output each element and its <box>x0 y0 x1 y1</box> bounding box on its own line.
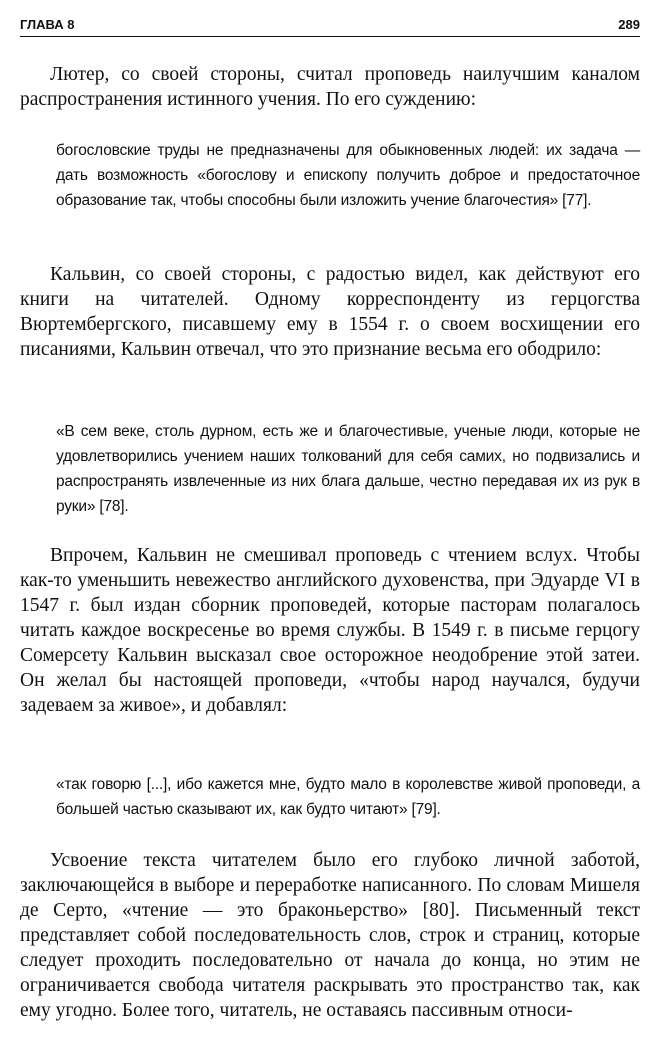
paragraph-de-certeau: Усвоение текста читателем было его глубоко личной заботой, заключающейся в выборе и переработке написанного. По словам Мишеля де Серто, «чтение — это браконьерство» [80]. Письменный текст представляет собой последовательность слов, строк и страниц, которые следует проходить последовательно от начала до конца, но этим не ограничивается свобода читателя раскрывать это пространство так, как ему угодно. Более того, читатель, не оставаясь пассивным относи- <box>20 850 640 1021</box>
page-number: 289 <box>618 17 640 32</box>
running-header <box>20 14 640 37</box>
paragraph-luther: Лютер, со своей стороны, считал проповедь наилучшим каналом распространения истинного учения. По его суждению: <box>20 64 640 110</box>
chapter-title: ГЛАВА 8 <box>20 17 75 32</box>
block-quote-luther: богословские труды не предназначены для обыкновенных людей: их задача — дать возможность «богослову и епископу получить доброе и предостаточное образование так, чтобы способны были изложить учение благочестия» [77]. <box>56 142 640 209</box>
block-quote-calvin-somerset: «так говорю [...], ибо кажется мне, будто мало в королевстве живой проповеди, а большей частью сказывают их, как будто читают» [79]. <box>56 776 640 818</box>
block-quote-calvin-letter: «В сем веке, столь дурном, есть же и благочестивые, ученые люди, которые не удовлетворились учением наших толкований для себя самих, но подвизались и распространять извлеченные из них блага дальше, честно передавая их из рук в руки» [78]. <box>56 423 640 515</box>
paragraph-calvin-sermons: Впрочем, Кальвин не смешивал проповедь с чтением вслух. Чтобы как-то уменьшить невежество английского духовенства, при Эдуарде VI в 1547 г. был издан сборник проповедей, которые пасторам полагалось читать каждое воскресенье во время службы. В 1549 г. в письме герцогу Сомерсету Кальвин высказал свое осторожное неодобрение этой затеи. Он желал бы настоящей проповеди, «чтобы народ научался, будучи задеваем за живое», и добавлял: <box>20 545 640 716</box>
paragraph-calvin-books: Кальвин, со своей стороны, с радостью видел, как действуют его книги на читателей. Одному корреспонденту из герцогства Вюртембергского, писавшему ему в 1554 г. о своем восхищении его писаниями, Кальвин отвечал, что это признание весьма его ободрило: <box>20 264 640 360</box>
